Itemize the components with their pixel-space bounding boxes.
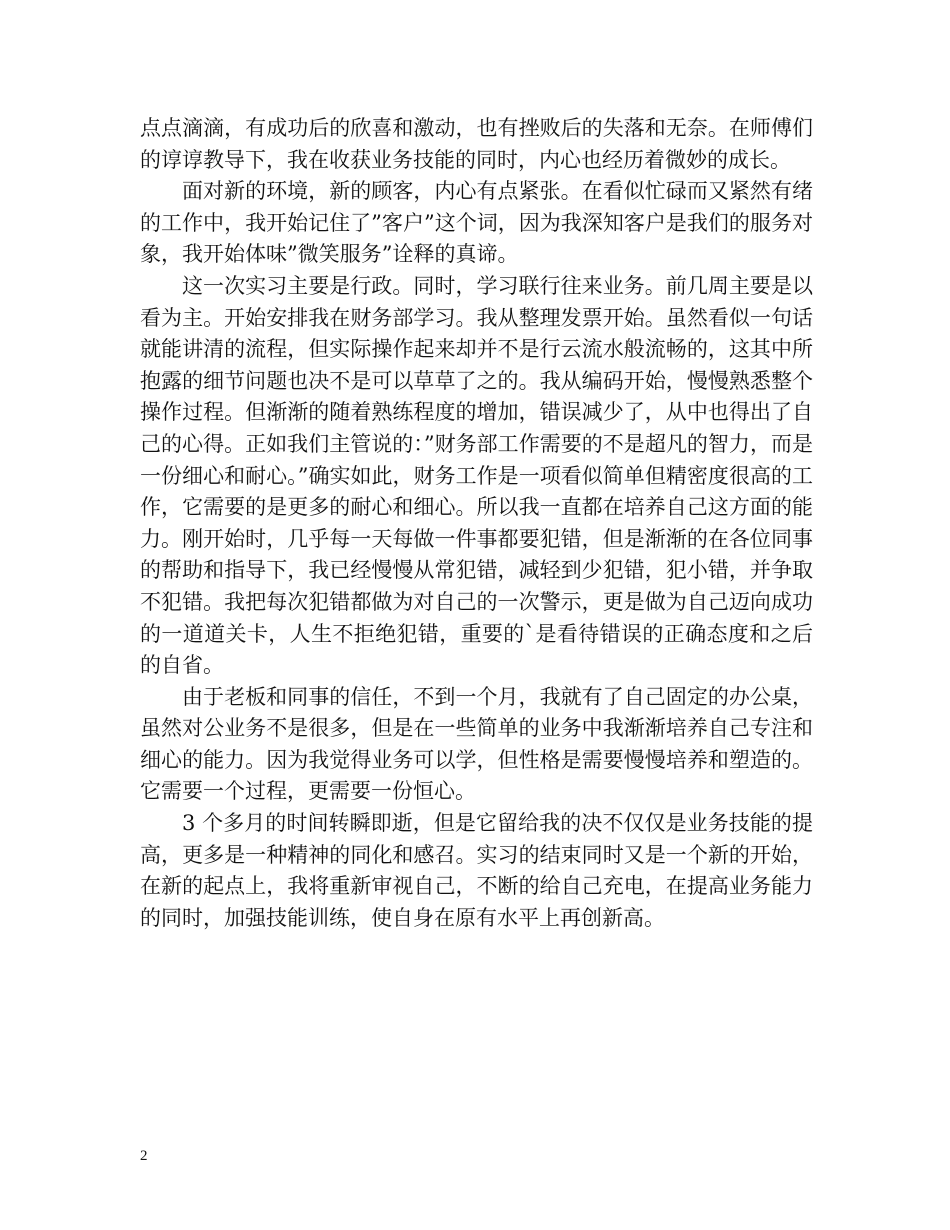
page-number: 2 bbox=[140, 1148, 148, 1164]
paragraph-5: 3 个多月的时间转瞬即逝，但是它留给我的决不仅仅是业务技能的提高，更多是一种精神的同化和感召。实习的结束同时又是一个新的开始，在新的起点上，我将重新审视自己，不断的给自己充电，在提高业务能力的同时，加强技能训练，使自身在原有水平上再创新高。 bbox=[140, 811, 813, 930]
document-body bbox=[140, 113, 813, 934]
paragraph-2: 面对新的环境，新的顾客，内心有点紧张。在看似忙碌而又紧然有绪的工作中，我开始记住了”客户”这个词，因为我深知客户是我们的服务对象，我开始体味”微笑服务”诠释的真谛。 bbox=[140, 179, 813, 267]
paragraph-1: 点点滴滴，有成功后的欣喜和激动，也有挫败后的失落和无奈。在师傅们的谆谆教导下，我在收获业务技能的同时，内心也经历着微妙的成长。 bbox=[140, 116, 813, 172]
paragraph-3: 这一次实习主要是行政。同时，学习联行往来业务。前几周主要是以看为主。开始安排我在财务部学习。我从整理发票开始。虽然看似一句话就能讲清的流程，但实际操作起来却并不是行云流水般流畅的，这其中所抱露的细节问题也决不是可以草草了之的。我从编码开始，慢慢熟悉整个操作过程。但渐渐的随着熟练程度的增加，错误减少了，从中也得出了自己的心得。正如我们主管说的：”财务部工作需要的不是超凡的智力，而是一份细心和耐心。”确实如此，财务工作是一项看似简单但精密度很高的工作，它需要的是更多的耐心和细心。所以我一直都在培养自己这方面的能力。刚开始时，几乎每一天每做一件事都要犯错，但是渐渐的在各位同事的帮助和指导下，我已经慢慢从常犯错，减轻到少犯错，犯小错，并争取不犯错。我把每次犯错都做为对自己的一次警示，更是做为自己迈向成功的一道道关卡，人生不拒绝犯错，重要的`是看待错误的正确态度和之后的自省。 bbox=[140, 273, 813, 678]
paragraph-4: 由于老板和同事的信任，不到一个月，我就有了自己固定的办公桌，虽然对公业务不是很多，但是在一些简单的业务中我渐渐培养自己专注和细心的能力。因为我觉得业务可以学，但性格是需要慢慢培养和塑造的。它需要一个过程，更需要一份恒心。 bbox=[140, 684, 813, 804]
